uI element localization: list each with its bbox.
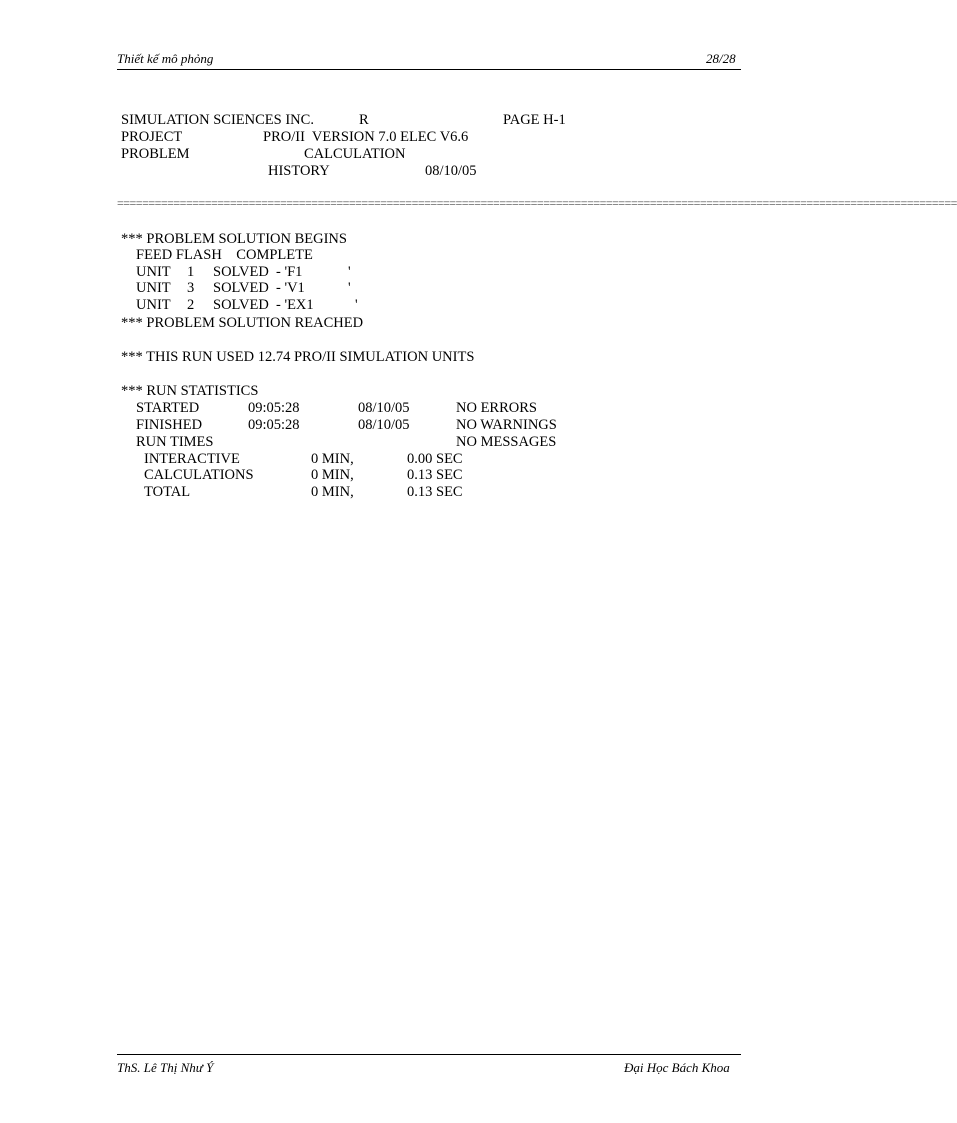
solution-begins: *** PROBLEM SOLUTION BEGINS [121, 231, 347, 247]
stats-date: 08/10/05 [358, 400, 410, 416]
run-time-sec: 0.00 SEC [407, 451, 463, 467]
run-time-min: 0 MIN, [311, 467, 354, 483]
project-label: PROJECT [121, 129, 183, 145]
report-page: PAGE H-1 [503, 112, 566, 128]
unit-name: - 'EX1 [276, 297, 314, 313]
stats-label: FINISHED [136, 417, 203, 433]
stats-note: NO WARNINGS [456, 417, 557, 433]
company-name: SIMULATION SCIENCES INC. [121, 112, 314, 128]
separator-line: ====================================================================================================================================== [117, 196, 957, 210]
run-time-label: CALCULATIONS [144, 467, 254, 483]
history-label: HISTORY [268, 163, 330, 179]
simulation-units-used: *** THIS RUN USED 12.74 PRO/II SIMULATION UNITS [121, 349, 475, 365]
unit-label: UNIT [136, 280, 171, 296]
stats-date: 08/10/05 [358, 417, 410, 433]
stats-note: NO MESSAGES [456, 434, 557, 450]
run-time-sec: 0.13 SEC [407, 484, 463, 500]
stats-label: RUN TIMES [136, 434, 214, 450]
run-time-label: TOTAL [144, 484, 191, 500]
unit-status: SOLVED [213, 297, 269, 313]
solution-reached: *** PROBLEM SOLUTION REACHED [121, 315, 364, 331]
unit-number: 1 [187, 264, 195, 280]
unit-name: - 'F1 [276, 264, 303, 280]
registered-mark: R [359, 112, 369, 128]
unit-quote: ' [348, 264, 351, 280]
page-number: 28/28 [706, 51, 736, 66]
stats-time: 09:05:28 [248, 400, 300, 416]
unit-number: 2 [187, 297, 195, 313]
feed-flash-status: FEED FLASH COMPLETE [136, 247, 313, 263]
run-time-label: INTERACTIVE [144, 451, 240, 467]
unit-label: UNIT [136, 264, 171, 280]
institution-name: Đại Học Bách Khoa [624, 1060, 730, 1075]
unit-label: UNIT [136, 297, 171, 313]
run-time-sec: 0.13 SEC [407, 467, 463, 483]
project-value: PRO/II VERSION 7.0 ELEC V6.6 [263, 129, 469, 145]
unit-quote: ' [348, 280, 351, 296]
unit-status: SOLVED [213, 264, 269, 280]
run-time-min: 0 MIN, [311, 451, 354, 467]
unit-status: SOLVED [213, 280, 269, 296]
history-date: 08/10/05 [425, 163, 477, 179]
run-statistics-title: *** RUN STATISTICS [121, 383, 259, 399]
page-header-title: Thiết kế mô phỏng [117, 51, 214, 66]
stats-time: 09:05:28 [248, 417, 300, 433]
header-rule [117, 69, 741, 70]
stats-label: STARTED [136, 400, 200, 416]
author-name: ThS. Lê Thị Như Ý [117, 1060, 214, 1075]
unit-quote: ' [355, 297, 358, 313]
footer-rule [117, 1054, 741, 1055]
unit-number: 3 [187, 280, 195, 296]
problem-label: PROBLEM [121, 146, 190, 162]
problem-value: CALCULATION [304, 146, 406, 162]
stats-note: NO ERRORS [456, 400, 537, 416]
run-time-min: 0 MIN, [311, 484, 354, 500]
unit-name: - 'V1 [276, 280, 305, 296]
